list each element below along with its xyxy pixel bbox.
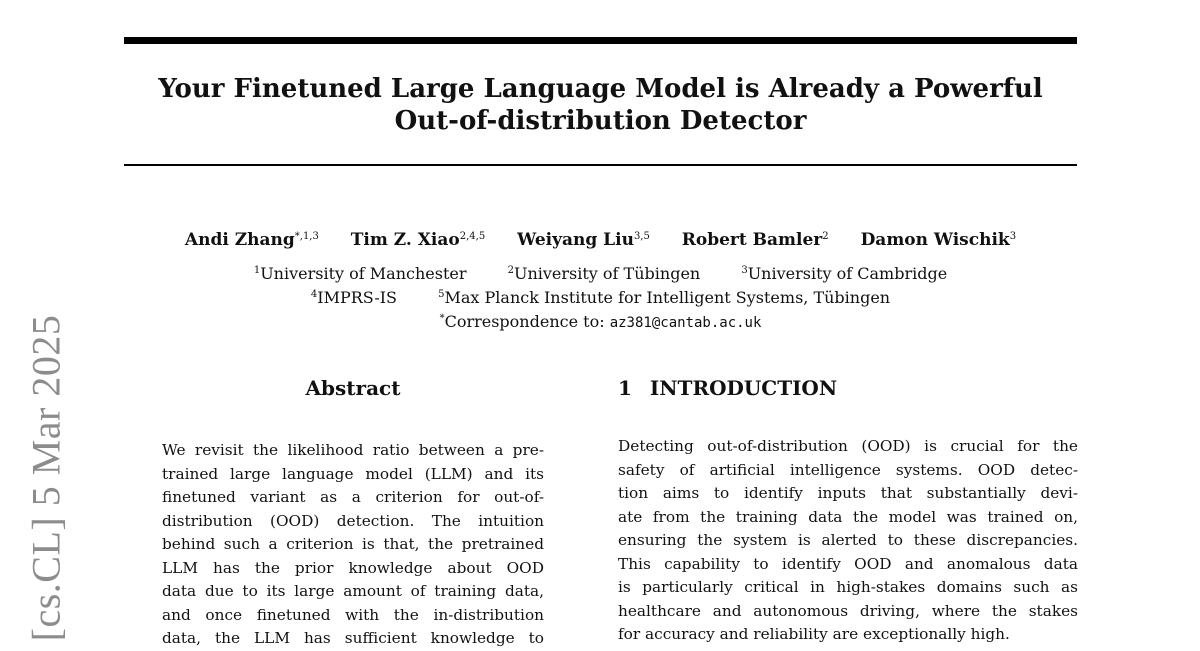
introduction-line: Detecting out-of-distribution (OOD) is crucial for the bbox=[618, 437, 1078, 455]
abstract-line: behind such a criterion is that, the pretrained bbox=[162, 535, 544, 553]
abstract-heading: Abstract bbox=[305, 376, 401, 400]
affiliation-name: University of Tübingen bbox=[513, 264, 701, 283]
abstract-line: LLM has the prior knowledge about OOD bbox=[162, 558, 544, 577]
author-affiliation-marks: 2 bbox=[822, 231, 829, 242]
affiliation-mark: 4 bbox=[310, 289, 318, 300]
abstract-line: and once finetuned with the in-distribution bbox=[162, 605, 544, 624]
affiliation-mark: 1 bbox=[253, 265, 261, 276]
author-robert-bamler bbox=[682, 230, 829, 250]
introduction-line: for accuracy and reliability are exceptionally high. bbox=[618, 625, 1010, 643]
affiliation-max-planck bbox=[438, 288, 890, 307]
abstract-body bbox=[162, 439, 544, 651]
section-title: INTRODUCTION bbox=[649, 376, 838, 400]
correspondence-mark: * bbox=[439, 313, 445, 324]
affiliation-name: Max Planck Institute for Intelligent Systems, Tübingen bbox=[444, 288, 891, 307]
title-line-2: Out-of-distribution Detector bbox=[394, 106, 807, 136]
affiliation-mark: 2 bbox=[507, 265, 514, 276]
abstract-line: trained large language model (LLM) and its bbox=[162, 464, 544, 483]
author-affiliation-marks: 2,4,5 bbox=[459, 231, 486, 242]
author-list bbox=[124, 230, 1077, 250]
arxiv-side-stamp: [cs.CL] 5 Mar 2025 bbox=[23, 314, 69, 642]
author-weiyang-liu bbox=[517, 230, 650, 250]
author-name: Weiyang Liu bbox=[517, 230, 634, 250]
introduction-body bbox=[618, 435, 1078, 647]
correspondence-line bbox=[124, 312, 1077, 331]
author-affiliation-marks: *,1,3 bbox=[294, 231, 319, 242]
affiliation-tubingen bbox=[508, 264, 701, 283]
title-bottom-rule bbox=[124, 164, 1077, 166]
affiliation-name: University of Manchester bbox=[260, 264, 467, 283]
paper-title bbox=[124, 73, 1077, 137]
author-name: Andi Zhang bbox=[184, 230, 295, 250]
affiliations-line-2 bbox=[124, 288, 1077, 307]
abstract-line: distribution (OOD) detection. The intuition bbox=[162, 511, 544, 530]
author-affiliation-marks: 3 bbox=[1009, 231, 1017, 242]
introduction-line: tion aims to identify inputs that substantially devi- bbox=[618, 484, 1078, 502]
author-andi-zhang bbox=[185, 230, 319, 250]
author-name: Damon Wischik bbox=[860, 230, 1010, 250]
correspondence-email-link[interactable]: az381@cantab.ac.uk bbox=[609, 315, 762, 331]
author-name: Tim Z. Xiao bbox=[350, 230, 460, 250]
title-line-1: Your Finetuned Large Language Model is Already a Powerful bbox=[158, 74, 1043, 104]
introduction-line: ensuring the system is alerted to these discrepancies. bbox=[618, 531, 1078, 549]
author-damon-wischik bbox=[861, 230, 1017, 250]
author-tim-xiao bbox=[351, 230, 485, 250]
affiliation-manchester bbox=[254, 264, 467, 283]
abstract-line: We revisit the likelihood ratio between a pre- bbox=[162, 441, 544, 459]
introduction-heading bbox=[618, 376, 837, 400]
affiliation-mark: 3 bbox=[741, 265, 748, 276]
abstract-line: data, the LLM has sufficient knowledge to bbox=[162, 629, 544, 647]
author-name: Robert Bamler bbox=[681, 230, 823, 250]
introduction-line: is particularly critical in high-stakes domains such as bbox=[618, 578, 1078, 596]
title-top-rule bbox=[124, 37, 1077, 44]
introduction-line: ate from the training data the model was trained on, bbox=[618, 507, 1078, 526]
affiliations-line-1 bbox=[124, 264, 1077, 283]
affiliation-name: IMPRS-IS bbox=[317, 288, 398, 307]
introduction-line: healthcare and autonomous driving, where the stakes bbox=[618, 601, 1078, 620]
abstract-line: finetuned variant as a criterion for out-of- bbox=[162, 488, 544, 506]
correspondence-label: Correspondence to: bbox=[444, 312, 605, 331]
section-number: 1 bbox=[618, 376, 632, 400]
introduction-line: This capability to identify OOD and anomalous data bbox=[618, 554, 1078, 573]
affiliation-name: University of Cambridge bbox=[747, 264, 948, 283]
abstract-line: data due to its large amount of training data, bbox=[162, 582, 544, 600]
author-affiliation-marks: 3,5 bbox=[633, 231, 650, 242]
affiliation-cambridge bbox=[741, 264, 947, 283]
affiliation-mark: 5 bbox=[438, 289, 445, 300]
affiliation-imprs-is bbox=[311, 288, 397, 307]
introduction-line: safety of artificial intelligence systems. OOD detec- bbox=[618, 460, 1078, 479]
